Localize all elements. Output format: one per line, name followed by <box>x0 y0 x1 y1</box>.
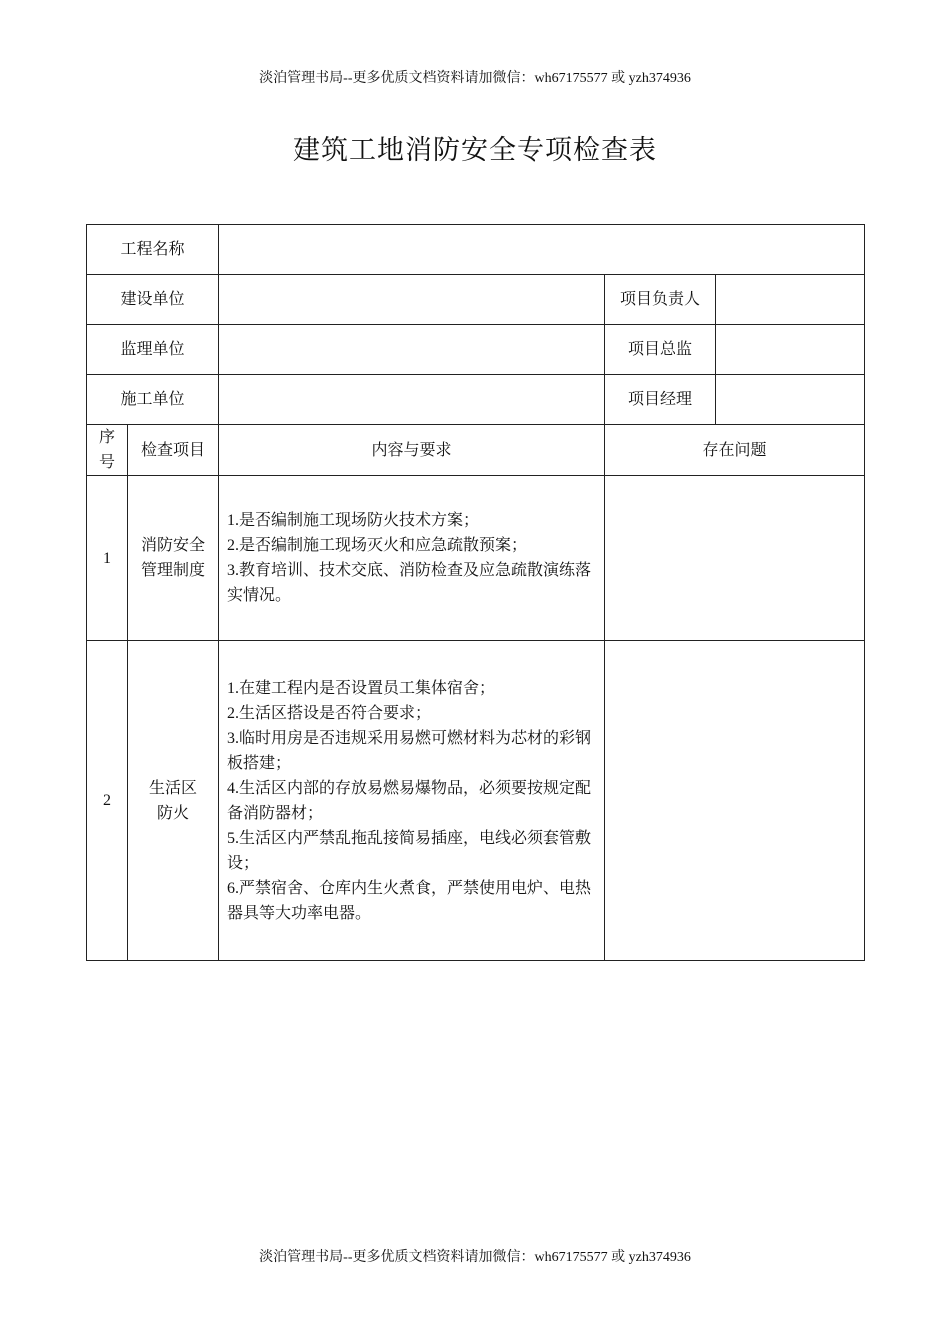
row-no: 1 <box>87 476 128 641</box>
column-header-item: 检查项目 <box>128 425 219 476</box>
content-line: 6.严禁宿舍、仓库内生火煮食，严禁使用电炉、电热器具等大功率电器。 <box>227 879 592 922</box>
column-header-content: 内容与要求 <box>219 425 605 476</box>
content-line: 2.是否编制施工现场灭火和应急疏散预案； <box>227 537 528 554</box>
content-line: 1.在建工程内是否设置员工集体宿舍； <box>227 679 496 697</box>
page-header: 淡泊管理书局--更多优质文档资料请加微信：wh67175577 或 yzh374936 <box>259 71 691 86</box>
label-chief-supervisor: 项目总监 <box>605 325 716 375</box>
value-builder[interactable] <box>219 275 605 325</box>
row-no: 2 <box>87 641 128 961</box>
row-content <box>219 641 605 961</box>
content-line: 2.生活区搭设是否符合要求； <box>227 704 432 722</box>
value-supervisor[interactable] <box>219 325 605 375</box>
value-project-leader[interactable] <box>716 275 865 325</box>
table-row <box>87 641 865 961</box>
label-project-leader: 项目负责人 <box>605 275 716 325</box>
column-header-no: 序号 <box>87 425 128 476</box>
row-item: 生活区防火 <box>128 641 219 961</box>
value-project-manager[interactable] <box>716 375 865 425</box>
label-supervisor: 监理单位 <box>87 325 219 375</box>
label-builder: 建设单位 <box>87 275 219 325</box>
row-issues[interactable] <box>605 476 865 641</box>
value-project-name[interactable] <box>219 225 865 275</box>
inspection-table <box>86 224 865 961</box>
value-chief-supervisor[interactable] <box>716 325 865 375</box>
page-title: 建筑工地消防安全专项检查表 <box>293 135 657 165</box>
content-line: 3.教育培训、技术交底、消防检查及应急疏散演练落实情况。 <box>227 562 592 604</box>
page-footer: 淡泊管理书局--更多优质文档资料请加微信：wh67175577 或 yzh374936 <box>259 1250 691 1265</box>
label-project-name: 工程名称 <box>87 225 219 275</box>
column-header-issues: 存在问题 <box>605 425 865 476</box>
label-contractor: 施工单位 <box>87 375 219 425</box>
table-row <box>87 476 865 641</box>
content-line: 1.是否编制施工现场防火技术方案； <box>227 512 480 529</box>
row-item: 消防安全管理制度 <box>128 476 219 641</box>
value-contractor[interactable] <box>219 375 605 425</box>
content-line: 3.临时用房是否违规采用易燃可燃材料为芯材的彩钢板搭建； <box>227 729 592 772</box>
content-line: 4.生活区内部的存放易燃易爆物品，必须要按规定配备消防器材； <box>227 779 592 822</box>
content-line: 5.生活区内严禁乱拖乱接简易插座，电线必须套管敷设； <box>227 829 592 872</box>
row-content <box>219 476 605 641</box>
row-issues[interactable] <box>605 641 865 961</box>
label-project-manager: 项目经理 <box>605 375 716 425</box>
